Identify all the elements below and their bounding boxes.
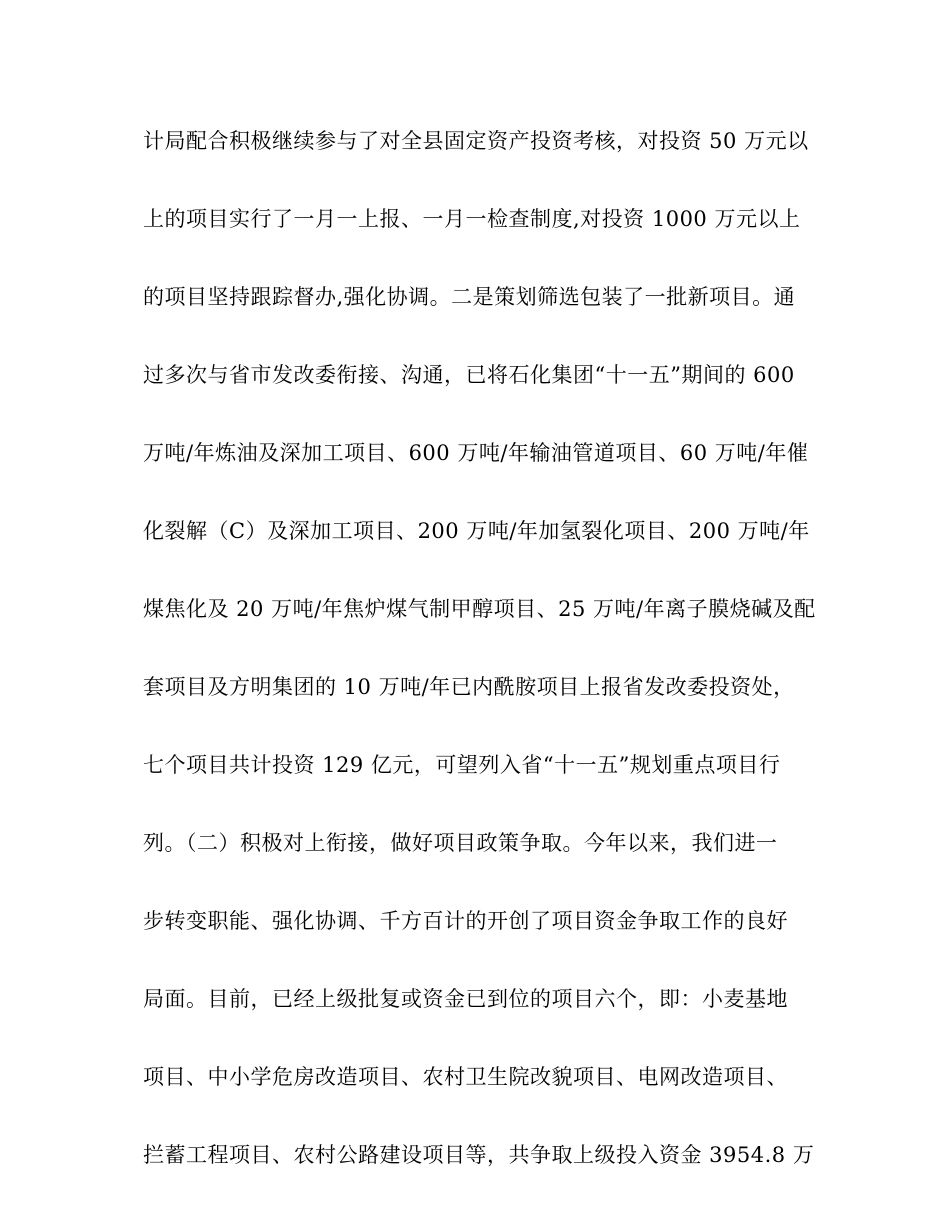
text-line-2: 上的项目实行了一月一上报、一月一检查制度,对投资 1000 万元以上 (143, 207, 801, 231)
body-text (143, 122, 823, 1214)
text-line-14: 拦蓄工程项目、农村公路建设项目等，共争取上级投入资金 3954.8 万 (143, 1143, 815, 1167)
text-line-11: 步转变职能、强化协调、千方百计的开创了项目资金争取工作的良好 (143, 909, 788, 933)
text-line-6: 化裂解（C）及深加工项目、200 万吨/年加氢裂化项目、200 万吨/年 (143, 519, 810, 543)
text-line-9: 七个项目共计投资 129 亿元，可望列入省“十一五”规划重点项目行 (143, 753, 781, 777)
text-line-1: 计局配合积极继续参与了对全县固定资产投资考核，对投资 50 万元以 (143, 129, 809, 153)
text-line-7: 煤焦化及 20 万吨/年焦炉煤气制甲醇项目、25 万吨/年离子膜烧碱及配 (143, 597, 816, 621)
text-line-8: 套项目及方明集团的 10 万吨/年已内酰胺项目上报省发改委投资处， (143, 675, 795, 699)
text-line-5: 万吨/年炼油及深加工项目、600 万吨/年输油管道项目、60 万吨/年催 (143, 441, 809, 465)
text-line-12: 局面。目前，已经上级批复或资金已到位的项目六个，即：小麦基地 (143, 987, 788, 1011)
text-line-3: 的项目坚持跟踪督办,强化协调。二是策划筛选包装了一批新项目。通 (143, 285, 796, 309)
text-line-10: 列。（二）积极对上衔接，做好项目政策争取。今年以来，我们进一 (143, 831, 778, 855)
text-line-4: 过多次与省市发改委衔接、沟通，已将石化集团“十一五”期间的 600 (143, 363, 795, 387)
text-line-13: 项目、中小学危房改造项目、农村卫生院改貌项目、电网改造项目、 (143, 1065, 788, 1089)
